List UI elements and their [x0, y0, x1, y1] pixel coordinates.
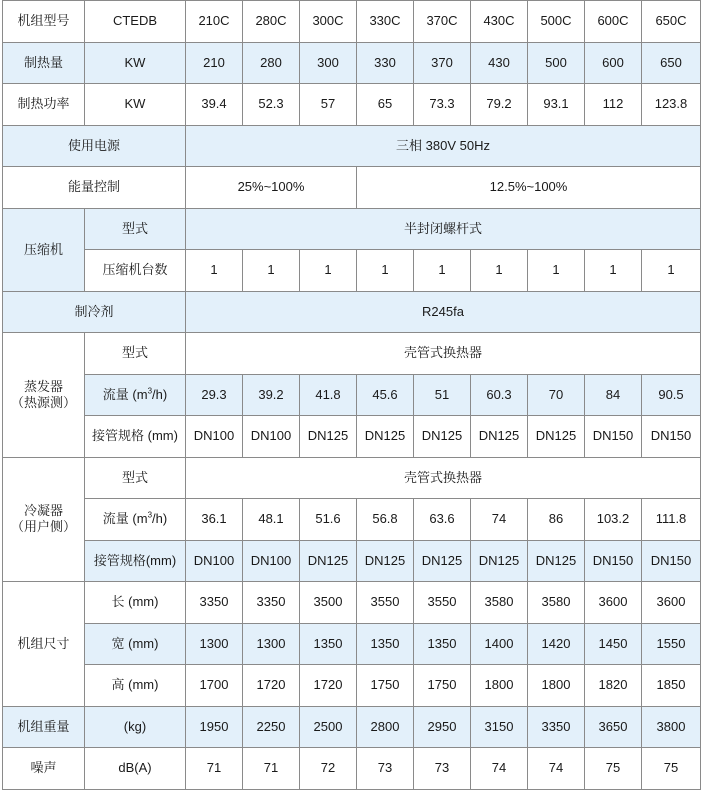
noise-cell: 73: [414, 748, 471, 790]
width-cell: 1420: [528, 623, 585, 665]
row-condenser-pipe: [3, 540, 701, 582]
power-cell: 65: [357, 84, 414, 126]
evaporator-pipe-cell: DN125: [414, 416, 471, 458]
condenser-type-value: 壳管式换热器: [186, 457, 701, 499]
height-cell: 1800: [471, 665, 528, 707]
row-evaporator-type: [3, 333, 701, 375]
condenser-pipe-cell: DN125: [471, 540, 528, 582]
supply-value: 三相 380V 50Hz: [186, 125, 701, 167]
length-cell: 3580: [528, 582, 585, 624]
evaporator-pipe-cell: DN100: [186, 416, 243, 458]
condenser-flow-cell: 86: [528, 499, 585, 541]
capacity-label: 制热量: [3, 42, 85, 84]
compressor-count-cell: 1: [414, 250, 471, 292]
evaporator-flow-cell: 45.6: [357, 374, 414, 416]
power-cell: 39.4: [186, 84, 243, 126]
width-cell: 1350: [300, 623, 357, 665]
weight-cell: 3150: [471, 706, 528, 748]
compressor-count-label: 压缩机台数: [85, 250, 186, 292]
condenser-pipe-cell: DN150: [585, 540, 642, 582]
weight-unit: (kg): [85, 706, 186, 748]
condenser-pipe-cell: DN125: [414, 540, 471, 582]
condenser-pipe-cell: DN125: [528, 540, 585, 582]
noise-cell: 74: [471, 748, 528, 790]
row-weight: [3, 706, 701, 748]
condenser-flow-cell: 51.6: [300, 499, 357, 541]
model-label: 机组型号: [3, 1, 85, 43]
row-capacity: [3, 42, 701, 84]
evaporator-label-line2: （热源测）: [10, 394, 76, 410]
height-cell: 1750: [357, 665, 414, 707]
evaporator-flow-cell: 29.3: [186, 374, 243, 416]
capacity-cell: 650: [642, 42, 701, 84]
width-cell: 1350: [357, 623, 414, 665]
condenser-flow-cell: 48.1: [243, 499, 300, 541]
row-evaporator-flow: [3, 374, 701, 416]
dimensions-label: 机组尺寸: [3, 582, 85, 707]
model-cell: 650C: [642, 1, 701, 43]
row-energy: [3, 167, 701, 209]
evaporator-pipe-cell: DN125: [357, 416, 414, 458]
row-noise: [3, 748, 701, 790]
row-model: [3, 1, 701, 43]
compressor-count-cell: 1: [642, 250, 701, 292]
condenser-flow-cell: 111.8: [642, 499, 701, 541]
evaporator-pipe-cell: DN150: [585, 416, 642, 458]
length-cell: 3600: [642, 582, 701, 624]
weight-cell: 2800: [357, 706, 414, 748]
evaporator-type-label: 型式: [85, 333, 186, 375]
compressor-count-cell: 1: [357, 250, 414, 292]
length-cell: 3350: [186, 582, 243, 624]
width-cell: 1400: [471, 623, 528, 665]
height-cell: 1800: [528, 665, 585, 707]
model-cell: 430C: [471, 1, 528, 43]
noise-cell: 75: [642, 748, 701, 790]
height-label: 高 (mm): [85, 665, 186, 707]
weight-cell: 3800: [642, 706, 701, 748]
evaporator-pipe-cell: DN125: [528, 416, 585, 458]
compressor-count-cell: 1: [471, 250, 528, 292]
length-cell: 3350: [243, 582, 300, 624]
weight-cell: 1950: [186, 706, 243, 748]
evaporator-flow-cell: 41.8: [300, 374, 357, 416]
compressor-count-cell: 1: [186, 250, 243, 292]
power-cell: 123.8: [642, 84, 701, 126]
length-cell: 3580: [471, 582, 528, 624]
condenser-pipe-cell: DN100: [243, 540, 300, 582]
capacity-cell: 210: [186, 42, 243, 84]
power-cell: 73.3: [414, 84, 471, 126]
capacity-cell: 330: [357, 42, 414, 84]
row-condenser-type: [3, 457, 701, 499]
evaporator-flow-label: 流量 $(m^3/h)$: [85, 374, 186, 416]
noise-cell: 75: [585, 748, 642, 790]
refrigerant-value: R245fa: [186, 291, 701, 333]
weight-cell: 3650: [585, 706, 642, 748]
capacity-unit: KW: [85, 42, 186, 84]
evaporator-flow-cell: 70: [528, 374, 585, 416]
evaporator-pipe-cell: DN125: [471, 416, 528, 458]
width-cell: 1300: [186, 623, 243, 665]
evaporator-flow-cell: 90.5: [642, 374, 701, 416]
model-cell: 600C: [585, 1, 642, 43]
noise-cell: 71: [243, 748, 300, 790]
height-cell: 1850: [642, 665, 701, 707]
model-cell: 500C: [528, 1, 585, 43]
compressor-type-label: 型式: [85, 208, 186, 250]
power-unit: KW: [85, 84, 186, 126]
condenser-pipe-cell: DN150: [642, 540, 701, 582]
capacity-cell: 370: [414, 42, 471, 84]
compressor-label: 压缩机: [3, 208, 85, 291]
compressor-count-cell: 1: [243, 250, 300, 292]
length-cell: 3500: [300, 582, 357, 624]
evaporator-pipe-label: 接管规格 (mm): [85, 416, 186, 458]
row-length: [3, 582, 701, 624]
row-refrigerant: [3, 291, 701, 333]
noise-cell: 71: [186, 748, 243, 790]
length-cell: 3600: [585, 582, 642, 624]
height-cell: 1720: [243, 665, 300, 707]
noise-label: 噪声: [3, 748, 85, 790]
capacity-cell: 300: [300, 42, 357, 84]
weight-cell: 2500: [300, 706, 357, 748]
noise-cell: 73: [357, 748, 414, 790]
height-cell: 1700: [186, 665, 243, 707]
weight-label: 机组重量: [3, 706, 85, 748]
condenser-flow-cell: 36.1: [186, 499, 243, 541]
condenser-pipe-cell: DN125: [357, 540, 414, 582]
width-cell: 1450: [585, 623, 642, 665]
width-cell: 1350: [414, 623, 471, 665]
row-height: [3, 665, 701, 707]
width-cell: 1550: [642, 623, 701, 665]
power-cell: 52.3: [243, 84, 300, 126]
condenser-flow-cell: 56.8: [357, 499, 414, 541]
evaporator-pipe-cell: DN100: [243, 416, 300, 458]
compressor-type-value: 半封闭螺杆式: [186, 208, 701, 250]
capacity-cell: 600: [585, 42, 642, 84]
evaporator-flow-cell: 51: [414, 374, 471, 416]
evaporator-flow-cell: 39.2: [243, 374, 300, 416]
row-power: [3, 84, 701, 126]
capacity-cell: 500: [528, 42, 585, 84]
refrigerant-label: 制冷剂: [3, 291, 186, 333]
condenser-label: [3, 457, 85, 582]
condenser-pipe-cell: DN100: [186, 540, 243, 582]
model-cell: 300C: [300, 1, 357, 43]
power-cell: 79.2: [471, 84, 528, 126]
capacity-cell: 430: [471, 42, 528, 84]
power-cell: 57: [300, 84, 357, 126]
supply-label: 使用电源: [3, 125, 186, 167]
compressor-count-cell: 1: [585, 250, 642, 292]
length-cell: 3550: [414, 582, 471, 624]
model-cell: 330C: [357, 1, 414, 43]
spec-table: [2, 0, 701, 790]
evaporator-pipe-cell: DN125: [300, 416, 357, 458]
energy-range-a: 25%~100%: [186, 167, 357, 209]
length-cell: 3550: [357, 582, 414, 624]
condenser-type-label: 型式: [85, 457, 186, 499]
weight-cell: 2250: [243, 706, 300, 748]
height-cell: 1820: [585, 665, 642, 707]
condenser-pipe-label: 接管规格(mm): [85, 540, 186, 582]
row-compressor-count: [3, 250, 701, 292]
condenser-label-line2: （用户侧）: [10, 519, 76, 535]
model-cell: 210C: [186, 1, 243, 43]
evaporator-pipe-cell: DN150: [642, 416, 701, 458]
evaporator-flow-cell: 84: [585, 374, 642, 416]
noise-unit: dB(A): [85, 748, 186, 790]
noise-cell: 72: [300, 748, 357, 790]
condenser-flow-label: 流量 $(m^3/h)$: [85, 499, 186, 541]
power-label: 制热功率: [3, 84, 85, 126]
evaporator-label: [3, 333, 85, 458]
weight-cell: 2950: [414, 706, 471, 748]
evaporator-flow-cell: 60.3: [471, 374, 528, 416]
energy-label: 能量控制: [3, 167, 186, 209]
condenser-flow-cell: 63.6: [414, 499, 471, 541]
compressor-count-cell: 1: [300, 250, 357, 292]
evaporator-type-value: 壳管式换热器: [186, 333, 701, 375]
condenser-flow-cell: 74: [471, 499, 528, 541]
model-cell: 370C: [414, 1, 471, 43]
condenser-label-line1: 冷凝器: [23, 503, 63, 519]
evaporator-label-line1: 蒸发器: [23, 378, 63, 394]
height-cell: 1720: [300, 665, 357, 707]
width-label: 宽 (mm): [85, 623, 186, 665]
energy-range-b: 12.5%~100%: [357, 167, 701, 209]
row-compressor-type: [3, 208, 701, 250]
row-supply: [3, 125, 701, 167]
model-series: CTEDB: [85, 1, 186, 43]
condenser-flow-cell: 103.2: [585, 499, 642, 541]
model-cell: 280C: [243, 1, 300, 43]
weight-cell: 3350: [528, 706, 585, 748]
width-cell: 1300: [243, 623, 300, 665]
capacity-cell: 280: [243, 42, 300, 84]
row-condenser-flow: [3, 499, 701, 541]
power-cell: 112: [585, 84, 642, 126]
condenser-pipe-cell: DN125: [300, 540, 357, 582]
power-cell: 93.1: [528, 84, 585, 126]
noise-cell: 74: [528, 748, 585, 790]
height-cell: 1750: [414, 665, 471, 707]
length-label: 长 (mm): [85, 582, 186, 624]
row-width: [3, 623, 701, 665]
row-evaporator-pipe: [3, 416, 701, 458]
compressor-count-cell: 1: [528, 250, 585, 292]
